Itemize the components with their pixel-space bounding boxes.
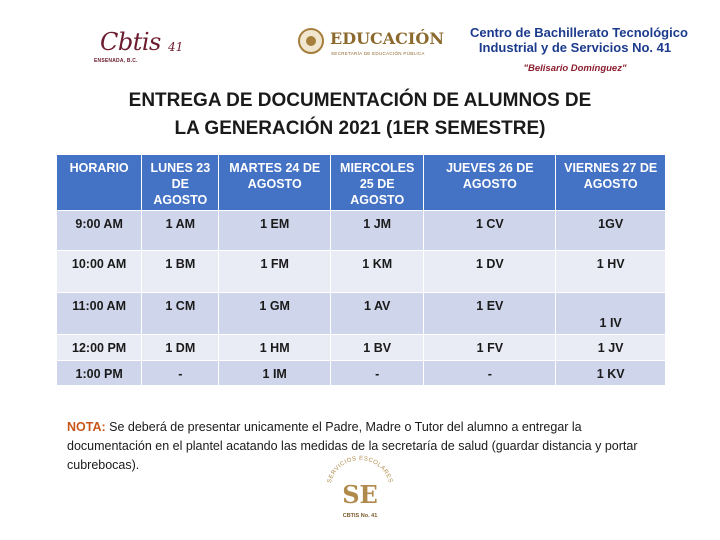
group-cell: 1 IM [219, 361, 331, 386]
group-cell: 1 HM [219, 335, 331, 361]
institution-nickname: "Belisario Domínguez" [523, 63, 627, 74]
mexico-seal-icon [298, 28, 324, 54]
time-cell: 10:00 AM [57, 251, 142, 293]
column-header: LUNES 23 DE AGOSTO [142, 155, 219, 211]
cbtis-logo-mark: Cbtis [100, 28, 161, 56]
cbtis-logo-sub: ENSENADA, B.C. [94, 58, 138, 64]
institution-line-2: Industrial y de Servicios No. 41 [478, 40, 672, 55]
column-header: VIERNES 27 DE AGOSTO [556, 155, 666, 211]
educacion-logo-tag: SECRETARÍA DE EDUCACIÓN PÚBLICA [331, 51, 425, 56]
time-cell: 9:00 AM [57, 211, 142, 251]
note-text: Se deberá de presentar unicamente el Padre, Madre o Tutor del alumno a entregar la documentación en el plantel acatando las medidas de la secretaría de salud (guardar distancia y portar cubrebocas). [67, 420, 638, 472]
table-row [57, 335, 666, 361]
group-cell: 1 AM [142, 211, 219, 251]
group-cell: 1 KV [556, 361, 666, 386]
group-cell: 1 FM [219, 251, 331, 293]
group-cell: 1 JM [331, 211, 424, 251]
title-line-2: LA GENERACIÓN 2021 (1ER SEMESTRE) [174, 118, 546, 139]
group-cell: 1 FV [424, 335, 556, 361]
group-cell: 1 JV [556, 335, 666, 361]
institution-line-1: Centro de Bachillerato Tecnológico [470, 25, 688, 40]
note-label: NOTA: [67, 420, 106, 434]
page-title [60, 87, 660, 143]
group-cell: 1 EV [424, 293, 556, 335]
column-header: MIERCOLES 25 DE AGOSTO [331, 155, 424, 211]
group-cell: - [424, 361, 556, 386]
column-header: MARTES 24 DE AGOSTO [219, 155, 331, 211]
header [0, 0, 720, 80]
group-cell: 1 CM [142, 293, 219, 335]
column-header: HORARIO [57, 155, 142, 211]
cbtis-logo [92, 16, 202, 74]
servicios-escolares-logo [320, 446, 400, 526]
group-cell: 1 AV [331, 293, 424, 335]
group-cell: 1 DM [142, 335, 219, 361]
group-cell: 1 GM [219, 293, 331, 335]
title-line-1: ENTREGA DE DOCUMENTACIÓN DE ALUMNOS DE [128, 90, 592, 111]
group-cell: - [331, 361, 424, 386]
seal-arc-text: SERVICIOS ESCOLARES [326, 455, 394, 484]
table-row [57, 293, 666, 335]
group-cell: 1 HV [556, 251, 666, 293]
group-cell: 1 CV [424, 211, 556, 251]
group-cell: 1 IV [556, 293, 666, 335]
institution-name [470, 25, 688, 74]
group-cell: 1 DV [424, 251, 556, 293]
group-cell: - [142, 361, 219, 386]
group-cell: 1 KM [331, 251, 424, 293]
seal-monogram: SE [342, 480, 378, 509]
table-header-row [57, 155, 666, 211]
schedule-table [56, 154, 666, 386]
table-row [57, 211, 666, 251]
time-cell: 1:00 PM [57, 361, 142, 386]
time-cell: 12:00 PM [57, 335, 142, 361]
group-cell: 1GV [556, 211, 666, 251]
group-cell: 1 BM [142, 251, 219, 293]
cbtis-logo-number: 41 [168, 40, 184, 54]
group-cell: 1 EM [219, 211, 331, 251]
educacion-logo-word: EDUCACIÓN [330, 29, 444, 48]
servicios-escolares-seal-icon [320, 446, 400, 526]
group-cell: 1 BV [331, 335, 424, 361]
educacion-logo [298, 24, 448, 64]
table-row [57, 251, 666, 293]
column-header: JUEVES 26 DE AGOSTO [424, 155, 556, 211]
table-row [57, 361, 666, 386]
seal-caption: CBTIS No. 41 [342, 513, 378, 519]
time-cell: 11:00 AM [57, 293, 142, 335]
